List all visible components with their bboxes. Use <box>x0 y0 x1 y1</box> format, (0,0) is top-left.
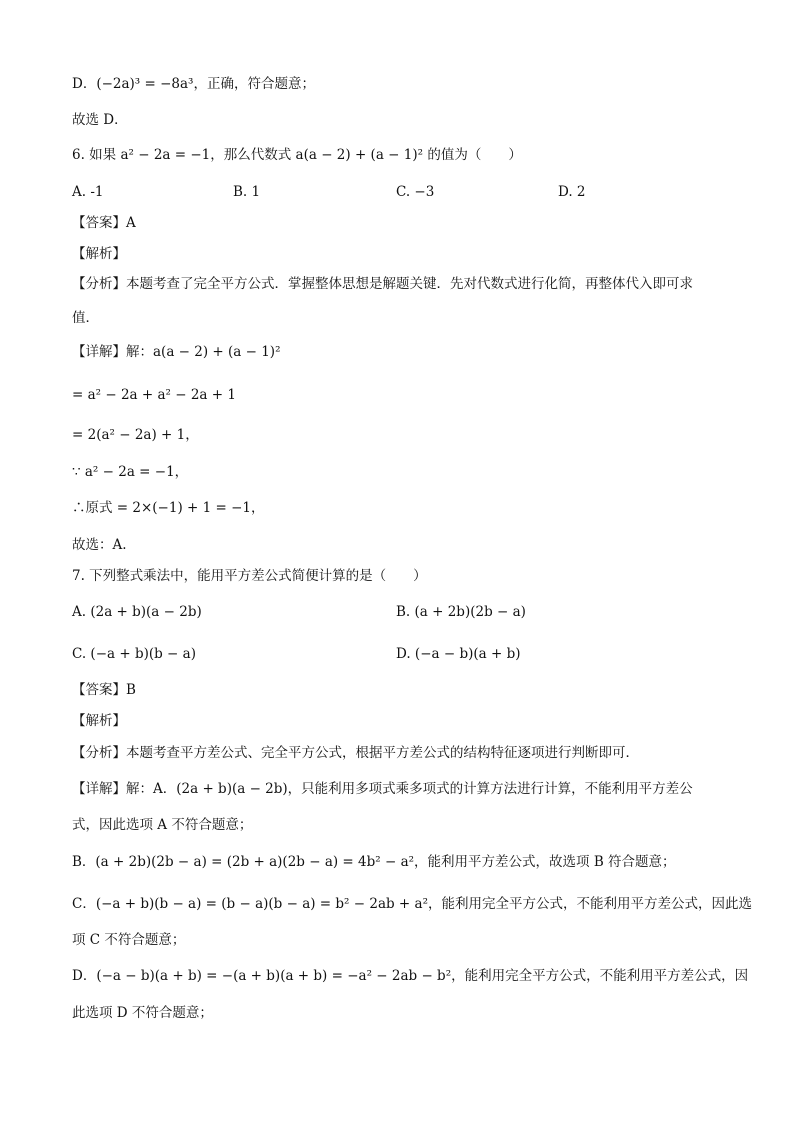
analysis-text: 值． <box>72 310 99 326</box>
solution-text: 此选项 D 不符合题意； <box>72 1005 213 1021</box>
answer-label: 【答案】A <box>72 215 136 231</box>
analysis-text: 【分析】本题考查平方差公式、完全平方公式，根据平方差公式的结构特征逐项进行判断即可． <box>72 745 639 761</box>
solution-text: 式，因此选项 A 不符合题意； <box>72 817 253 833</box>
option-b: B. 1 <box>233 184 261 200</box>
solution-step: = a² − 2a + a² − 2a + 1 <box>72 387 236 403</box>
question-6: 6. 如果 a² − 2a = −1，那么代数式 a(a − 2) + (a − 1)² 的值为（ ） <box>72 147 522 163</box>
solution-heading: 【详解】解：a(a − 2) + (a − 1)² <box>72 344 281 360</box>
text-line: D．(−2a)³ = −8a³，正确，符合题意； <box>72 76 315 92</box>
solution-text: B．(a + 2b)(2b − a) = (2b + a)(2b − a) = 4b² − a²，能利用平方差公式，故选项 B 符合题意； <box>72 854 676 870</box>
answer-label: 【答案】B <box>72 682 136 698</box>
option-c: C. −3 <box>396 184 435 200</box>
text-line: 故选 D． <box>72 112 128 128</box>
option-d: D. (−a − b)(a + b) <box>396 646 521 662</box>
solution-step: ∵ a² − 2a = −1， <box>72 464 189 480</box>
option-a: A. (2a + b)(a − 2b) <box>72 604 202 620</box>
solution-text: 项 C 不符合题意； <box>72 932 186 948</box>
solution-step: = 2(a² − 2a) + 1， <box>72 427 199 443</box>
analysis-text: 【分析】本题考查了完全平方公式．掌握整体思想是解题关键．先对代数式进行化简，再整体代入即可求 <box>72 276 693 292</box>
solution-text: D．(−a − b)(a + b) = −(a + b)(a + b) = −a² − 2ab − b²，能利用完全平方公式，不能利用平方差公式，因 <box>72 968 749 984</box>
selection-text: 故选：A. <box>72 537 127 553</box>
option-d: D. 2 <box>558 184 586 200</box>
analysis-label: 【解析】 <box>72 713 126 729</box>
analysis-label: 【解析】 <box>72 246 126 262</box>
question-7: 7. 下列整式乘法中，能用平方差公式简便计算的是（ ） <box>72 568 427 584</box>
solution-text: C．(−a + b)(b − a) = (b − a)(b − a) = b² − 2ab + a²，能利用完全平方公式，不能利用平方差公式，因此选 <box>72 896 752 912</box>
option-c: C. (−a + b)(b − a) <box>72 646 196 662</box>
solution-text: 【详解】解：A．(2a + b)(a − 2b)，只能利用多项式乘多项式的计算方法进行计算，不能利用平方差公 <box>72 781 693 797</box>
solution-step: ∴原式 = 2×(−1) + 1 = −1， <box>72 500 265 516</box>
option-a: A. -1 <box>72 184 104 200</box>
option-b: B. (a + 2b)(2b − a) <box>396 604 526 620</box>
